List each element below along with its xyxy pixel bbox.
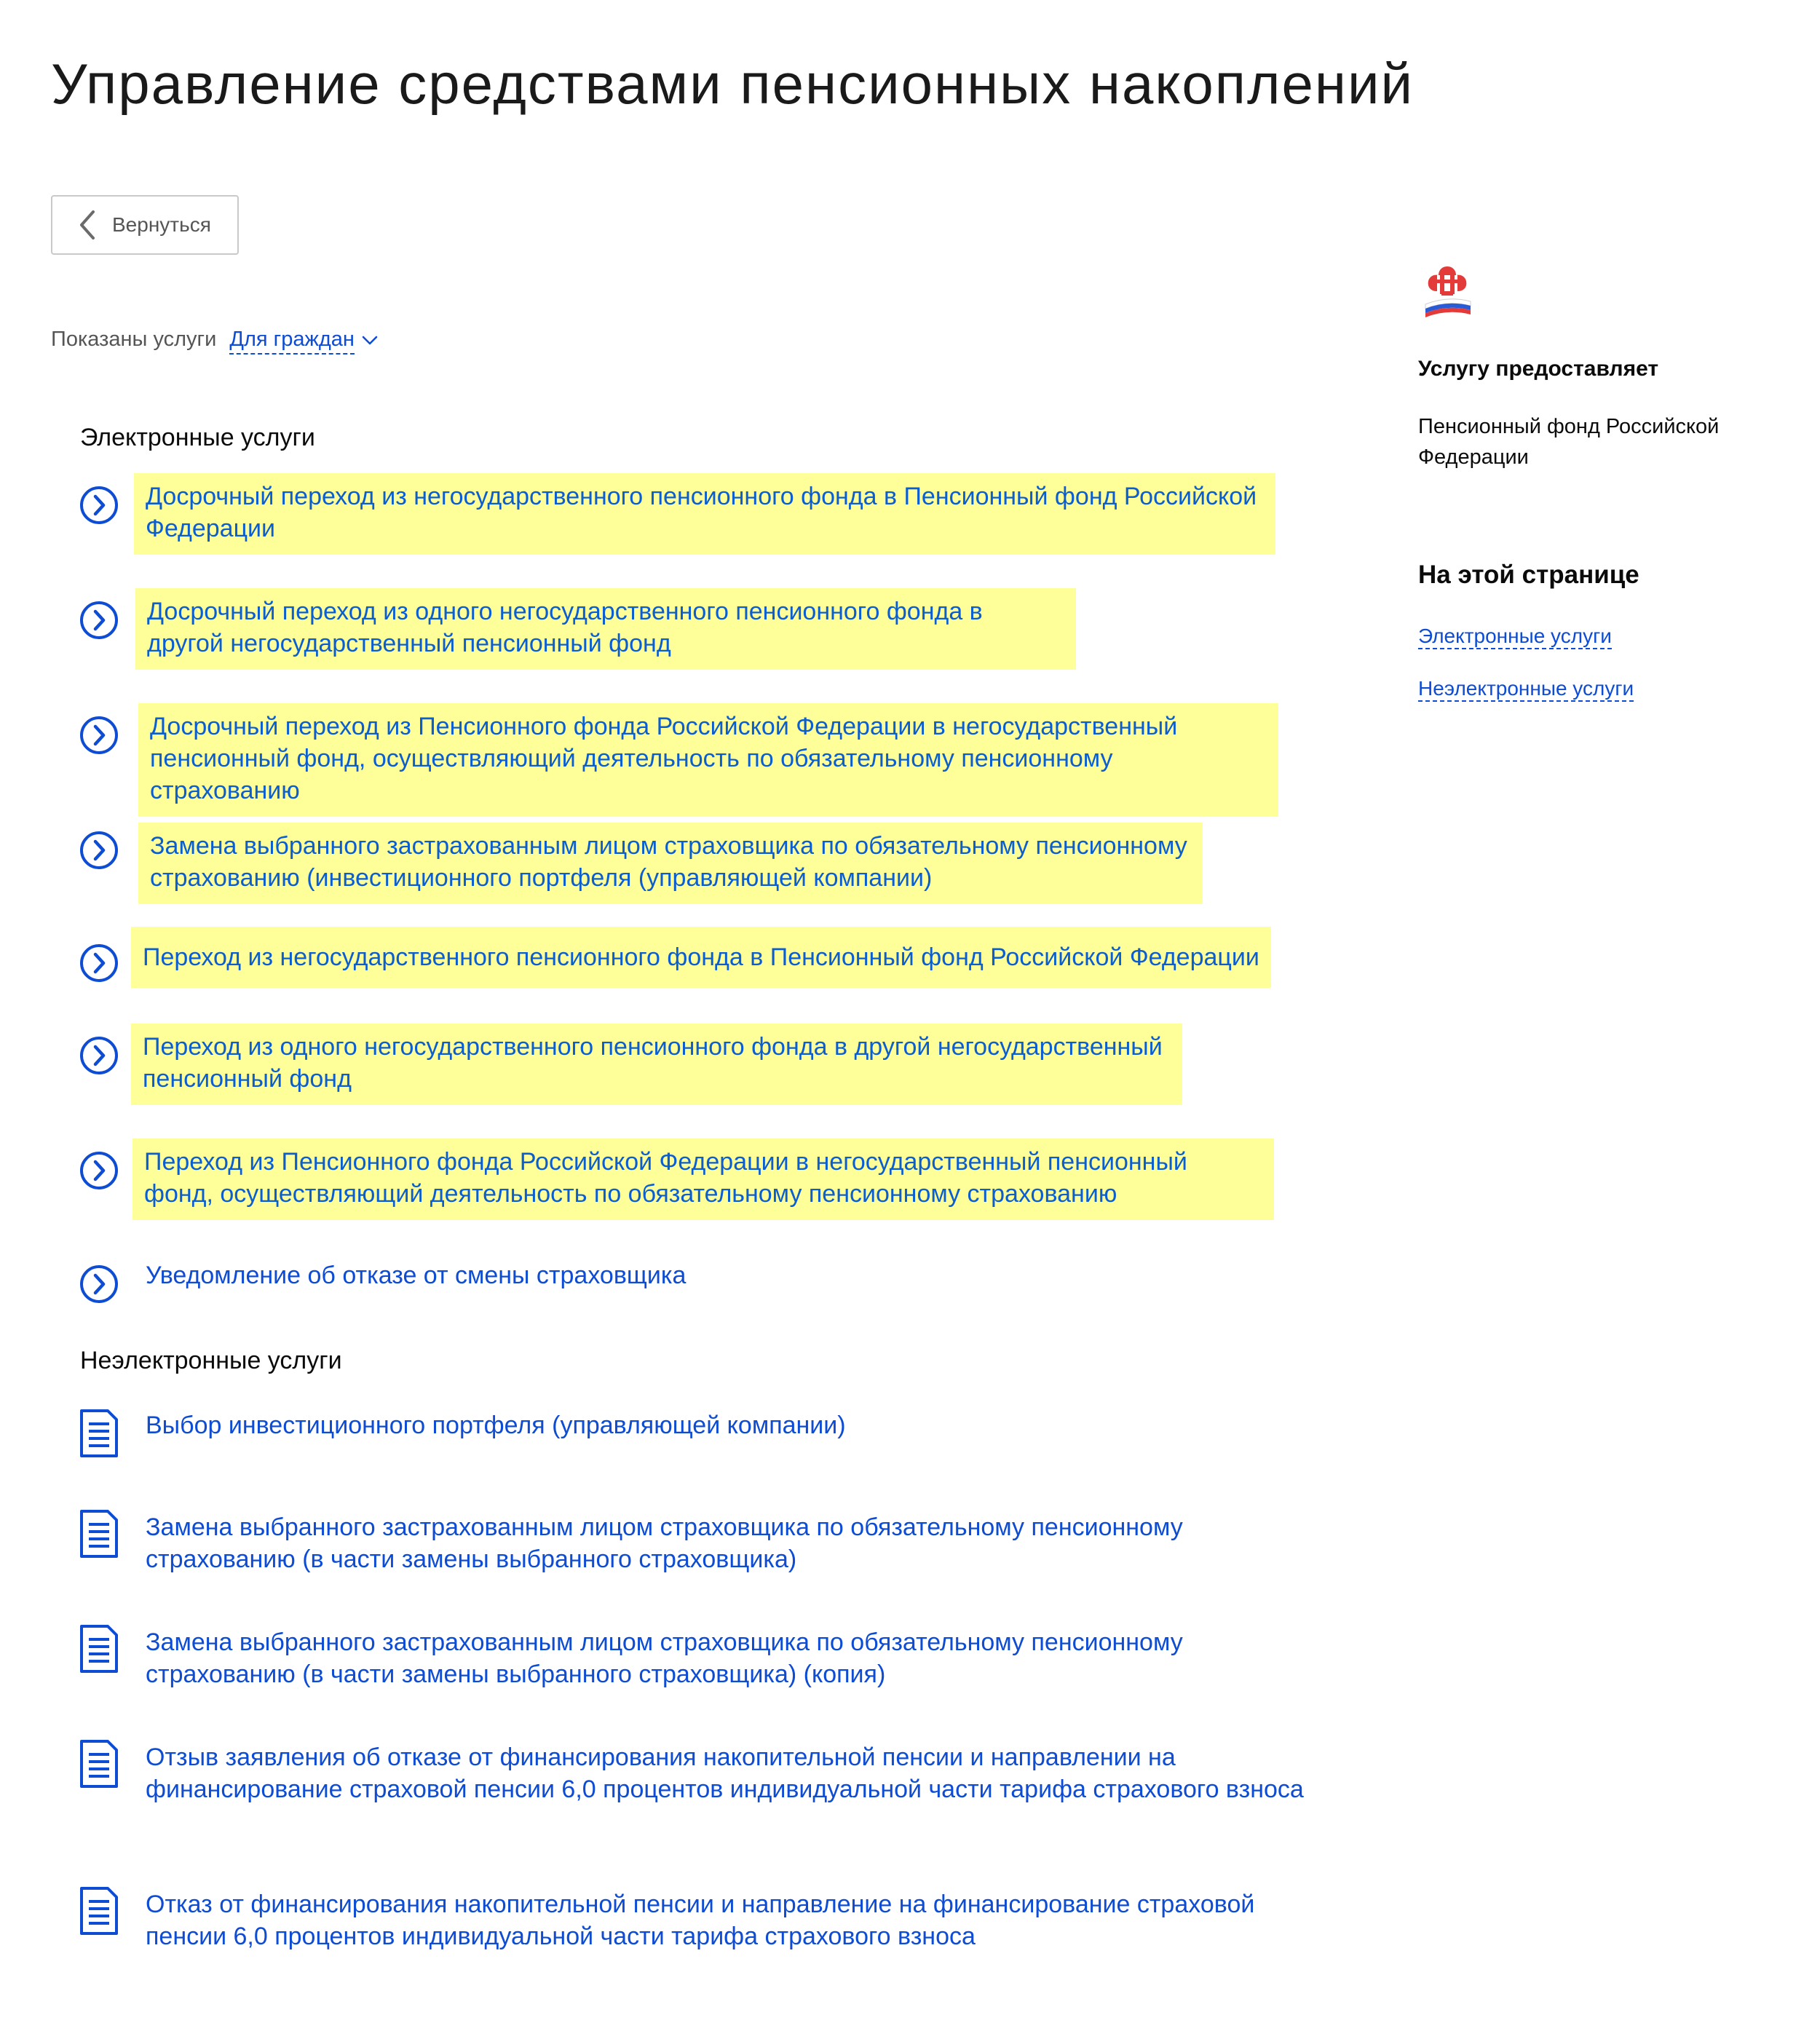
chevron-left-icon [77, 209, 98, 241]
circle-chevron-right-icon[interactable] [79, 943, 119, 983]
on-page-heading: На этой странице [1418, 561, 1639, 589]
circle-chevron-right-icon[interactable] [79, 600, 119, 641]
pfr-logo-icon [1420, 264, 1475, 317]
service-link[interactable]: Переход из Пенсионного фонда Российской Федерации в негосударственный пенсионный фонд, осуществляющий деятельность по обязательному пенсионному страхованию [132, 1139, 1274, 1220]
circle-chevron-right-icon[interactable] [79, 1150, 119, 1191]
anchor-paper-services[interactable]: Неэлектронные услуги [1418, 677, 1634, 702]
service-link[interactable]: Досрочный переход из негосударственного пенсионного фонда в Пенсионный фонд Российской Федерации [134, 473, 1275, 555]
circle-chevron-right-icon[interactable] [79, 485, 119, 526]
audience-select[interactable]: Для граждан [229, 328, 355, 355]
document-icon[interactable] [79, 1885, 119, 1936]
service-link[interactable]: Досрочный переход из Пенсионного фонда Российской Федерации в негосударственный пенсионный фонд, осуществляющий деятельность по обязательному пенсионному страхованию [138, 703, 1278, 817]
filter-label: Показаны услуги [51, 328, 217, 351]
service-link[interactable]: Уведомление об отказе от смены страховщика [146, 1262, 687, 1289]
service-link[interactable]: Отказ от финансирования накопительной пенсии и направление на финансирование страховой пенсии 6,0 процентов индивидуальной части тарифа страхового взноса [146, 1891, 1255, 1950]
circle-chevron-right-icon[interactable] [79, 830, 119, 871]
anchor-electronic-services[interactable]: Электронные услуги [1418, 625, 1612, 649]
document-icon[interactable] [79, 1738, 119, 1789]
circle-chevron-right-icon[interactable] [79, 1264, 119, 1304]
document-icon[interactable] [79, 1623, 119, 1674]
circle-chevron-right-icon[interactable] [79, 715, 119, 756]
document-icon[interactable] [79, 1508, 119, 1559]
back-button[interactable] [51, 195, 239, 255]
service-link[interactable]: Переход из одного негосударственного пенсионного фонда в другой негосударственный пенсионный фонд [131, 1024, 1182, 1105]
back-button-label: Вернуться [112, 213, 211, 236]
circle-chevron-right-icon[interactable] [79, 1035, 119, 1076]
document-icon[interactable] [79, 1408, 119, 1459]
service-link[interactable]: Замена выбранного застрахованным лицом страховщика по обязательному пенсионному страхованию (инвестиционного портфеля (управляющей компании) [138, 823, 1203, 904]
provider-name: Пенсионный фонд Российской Федерации [1418, 415, 1720, 469]
service-link[interactable]: Замена выбранного застрахованным лицом страховщика по обязательному пенсионному страхованию (в части замены выбранного страховщика) [146, 1513, 1183, 1573]
services-filter [51, 328, 378, 355]
service-link[interactable]: Выбор инвестиционного портфеля (управляющей компании) [146, 1412, 846, 1439]
paper-services-heading: Неэлектронные услуги [80, 1347, 342, 1374]
electronic-services-heading: Электронные услуги [80, 424, 315, 451]
chevron-down-icon[interactable] [362, 336, 378, 346]
page-title: Управление средствами пенсионных накоплений [51, 52, 1415, 116]
service-link[interactable]: Досрочный переход из одного негосударственного пенсионного фонда в другой негосударственный пенсионный фонд [135, 588, 1076, 670]
service-link[interactable]: Переход из негосударственного пенсионного фонда в Пенсионный фонд Российской Федерации [131, 927, 1271, 988]
service-link[interactable]: Замена выбранного застрахованным лицом страховщика по обязательному пенсионному страхованию (в части замены выбранного страховщика) (копия) [146, 1628, 1183, 1688]
provider-heading: Услугу предоставляет [1418, 357, 1659, 381]
service-link[interactable]: Отзыв заявления об отказе от финансирования накопительной пенсии и направлении на финансирование страховой пенсии 6,0 процентов индивидуальной части тарифа страхового взноса [146, 1743, 1304, 1803]
